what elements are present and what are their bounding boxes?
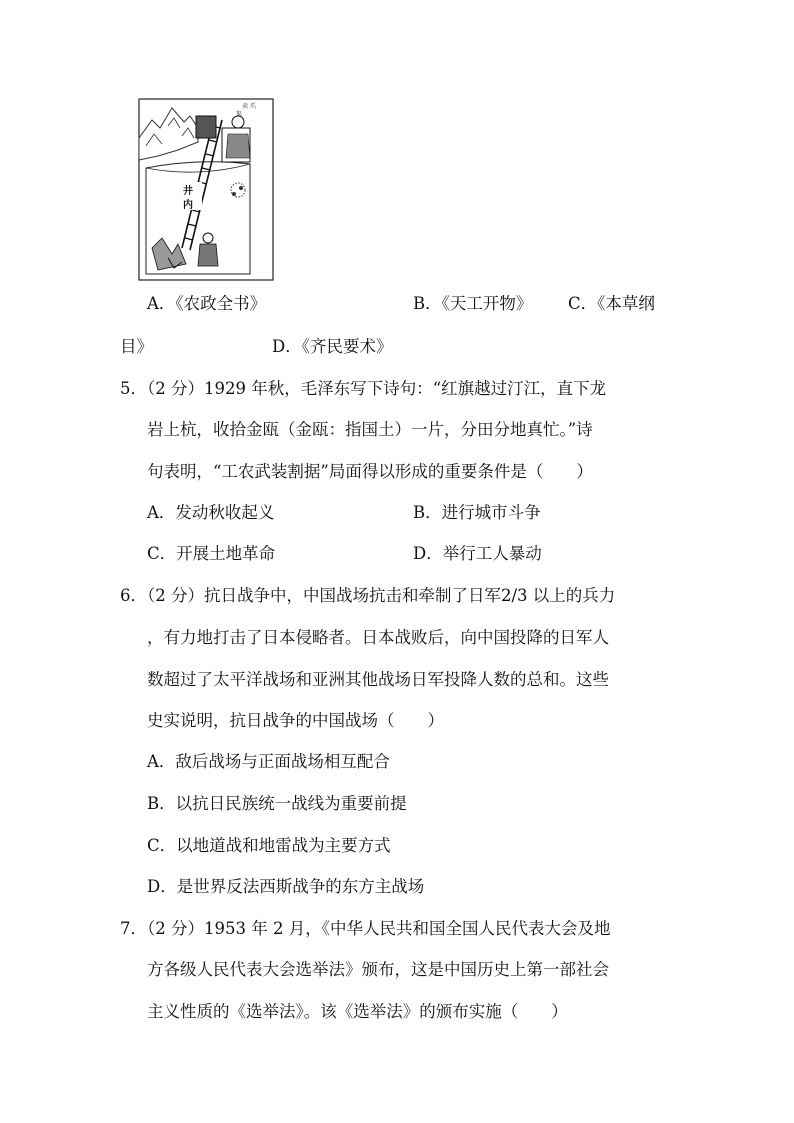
q6-stem-line2: ，有力地打击了日本侵略者。日本战败后，向中国投降的日军人: [147, 628, 609, 647]
q6-option-a: A．敌后战场与正面战场相互配合: [147, 752, 390, 771]
svg-text:卖: 卖: [242, 103, 249, 110]
q4-option-c-continued: 目》: [120, 337, 153, 356]
q5-stem-line2: 岩上杭，收拾金瓯（金瓯：指国土）一片，分田分地真忙。”诗: [147, 420, 593, 439]
q5-option-a: A．发动秋收起义: [147, 503, 275, 522]
q7-stem-line1: 7．（2 分）1953 年 2 月，《中华人民共和国全国人民代表大会及地: [120, 919, 611, 938]
q4-option-d: D．《齐民要术》: [272, 337, 393, 356]
figure-label-1: 井: [183, 186, 193, 197]
q6-stem-line3: 数超过了太平洋战场和亚洲其他战场日军投降人数的总和。这些: [147, 670, 609, 689]
q5-stem-line3: 句表明，“工农武装割据”局面得以形成的重要条件是（ ）: [147, 462, 593, 481]
q6-option-b: B．以抗日民族统一战线为重要前提: [147, 794, 407, 813]
q6-option-d: D．是世界反法西斯战争的东方主战场: [147, 877, 425, 896]
q6-stem-line4: 史实说明，抗日战争的中国战场（ ）: [147, 711, 444, 730]
q5-stem-line1: 5．（2 分）1929 年秋，毛泽东写下诗句：“红旗越过汀江，直下龙: [120, 379, 607, 398]
well-illustration: [138, 98, 274, 281]
q7-stem-line2: 方各级人民代表大会选举法》颁布，这是中国历史上第一部社会: [147, 960, 609, 979]
q5-option-d: D．举行工人暴动: [413, 544, 542, 563]
q6-option-c: C．以地道战和地雷战为主要方式: [147, 836, 391, 855]
q4-option-c: C．《本草纲: [568, 294, 655, 313]
q7-stem-line3: 主义性质的《选举法》。该《选举法》的颁布实施（ ）: [147, 1002, 568, 1021]
svg-text:爪: 爪: [250, 103, 257, 110]
q4-option-b: B．《天工开物》: [413, 294, 533, 313]
q4-option-a: A．《农政全书》: [147, 294, 267, 313]
q6-stem-line1: 6．（2 分）抗日战争中，中国战场抗击和牵制了日军2/3 以上的兵力: [120, 586, 616, 605]
figure-label-2: 内: [183, 200, 193, 211]
q5-option-c: C．开展土地革命: [147, 544, 276, 563]
svg-text:渠: 渠: [236, 111, 243, 118]
q5-option-b: B．进行城市斗争: [413, 503, 541, 522]
